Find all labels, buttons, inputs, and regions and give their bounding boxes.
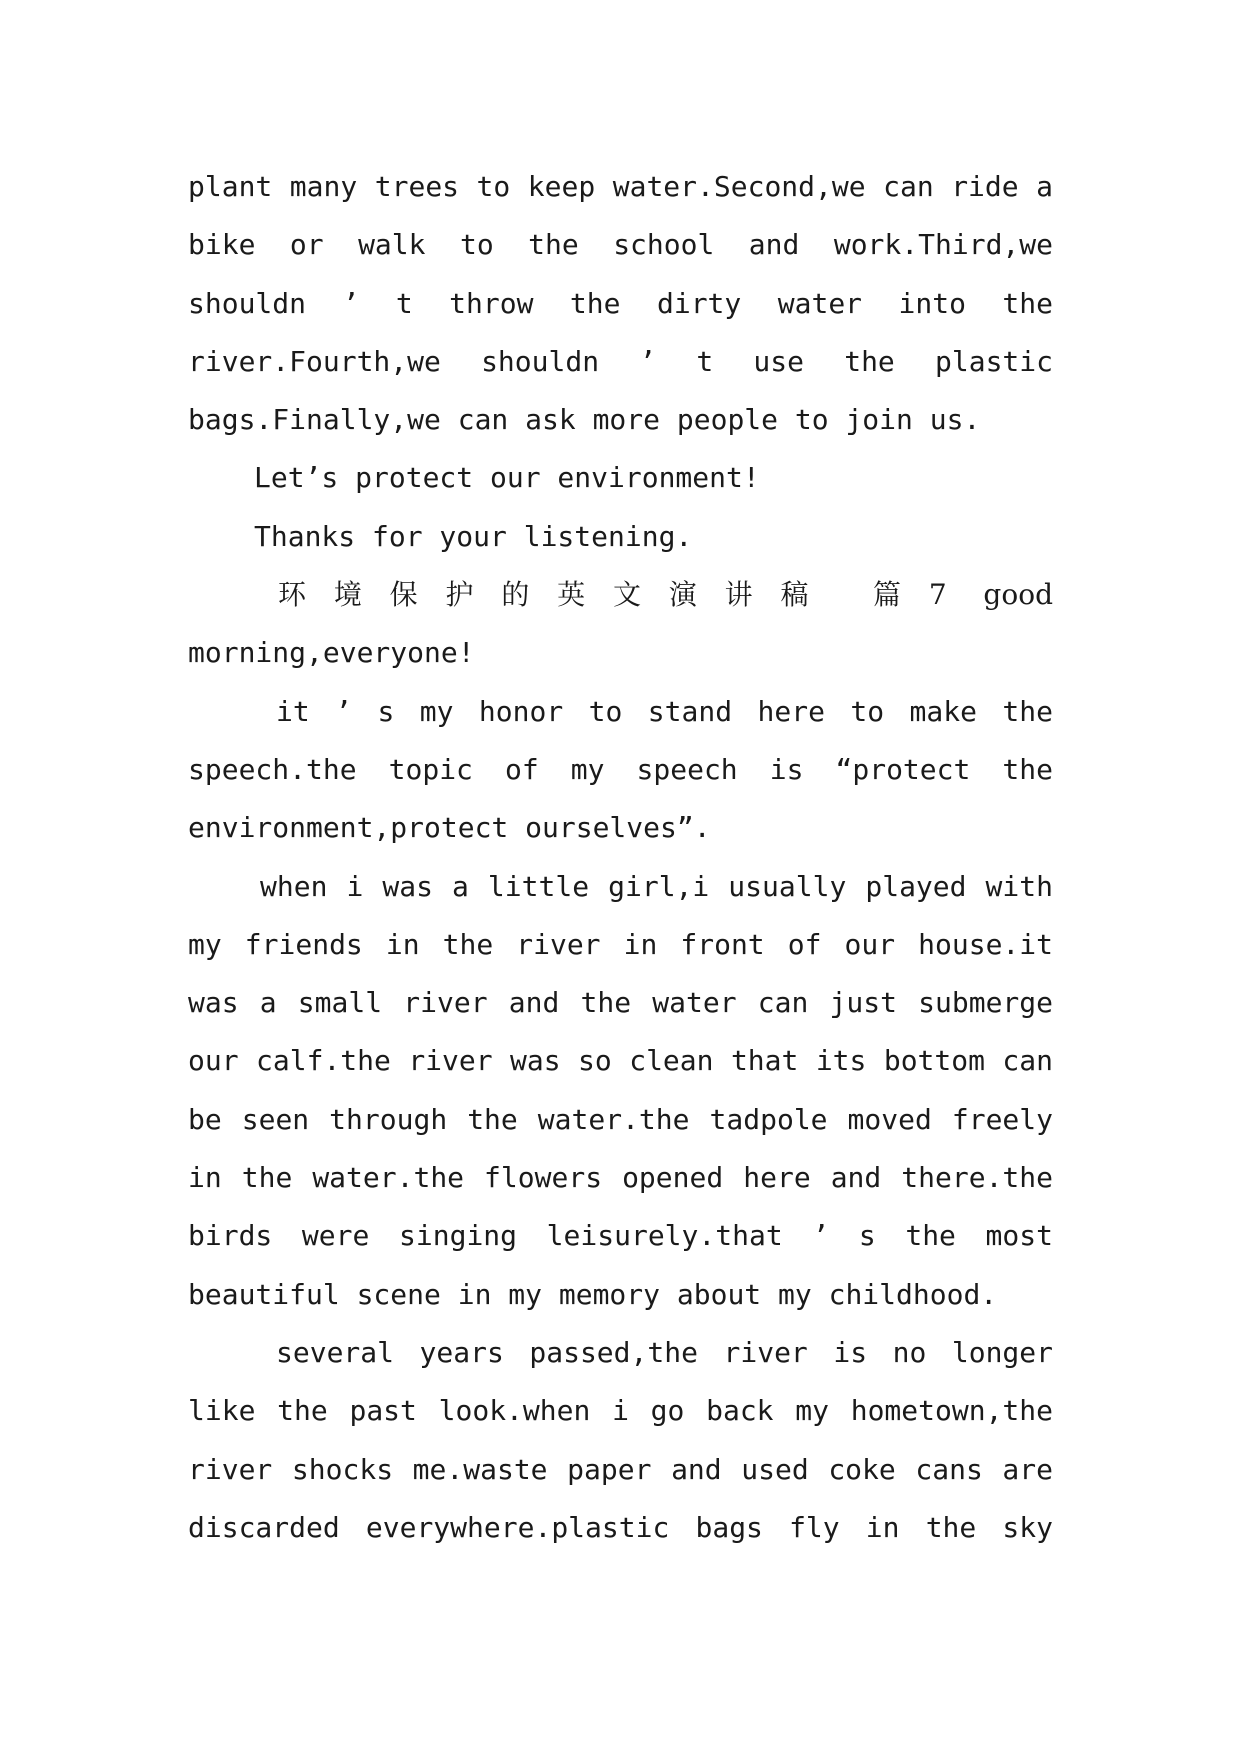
paragraph-line: environment,protect ourselves”. [188, 811, 711, 845]
paragraph-line: my friends in the river in front of our house.it [188, 927, 1053, 961]
paragraph-line: be seen through the water.the tadpole moved freely [188, 1102, 1053, 1136]
paragraph-line: discarded everywhere.plastic bags fly in the sky [188, 1510, 1053, 1544]
paragraph-line: was a small river and the water can just submerge [188, 986, 1053, 1020]
paragraph-line: like the past look.when i go back my hometown,the [188, 1394, 1053, 1428]
paragraph-line: river.Fourth,we shouldn ’ t use the plastic [188, 344, 1053, 378]
speech-text-body [188, 158, 1053, 1557]
paragraph-line: bags.Finally,we can ask more people to join us. [188, 403, 981, 437]
paragraph-line: when i was a little girl,i usually played with [260, 869, 1053, 903]
paragraph-line: it ’ s my honor to stand here to make the [276, 694, 1053, 728]
paragraph-line: in the water.the flowers opened here and there.the [188, 1161, 1053, 1195]
paragraph-line: shouldn ’ t throw the dirty water into the [188, 286, 1053, 320]
paragraph-line: plant many trees to keep water.Second,we can ride a [188, 170, 1053, 203]
section-heading-line: 环境保护的英文演讲稿 篇7 good [278, 578, 1053, 612]
paragraph-line: morning,everyone! [188, 636, 475, 670]
paragraph-line: our calf.the river was so clean that its bottom can [188, 1044, 1053, 1078]
paragraph-line: several years passed,the river is no longer [276, 1335, 1053, 1369]
paragraph-line: Thanks for your listening. [254, 519, 693, 553]
paragraph-line: Let’s protect our environment! [254, 461, 760, 495]
paragraph-line: beautiful scene in my memory about my childhood. [188, 1277, 998, 1311]
paragraph-line: river shocks me.waste paper and used coke cans are [188, 1452, 1053, 1486]
paragraph-line: bike or walk to the school and work.Third,we [188, 228, 1053, 262]
paragraph-line: birds were singing leisurely.that ’ s the most [188, 1219, 1053, 1253]
paragraph-line: speech.the topic of my speech is “protect the [188, 752, 1053, 786]
